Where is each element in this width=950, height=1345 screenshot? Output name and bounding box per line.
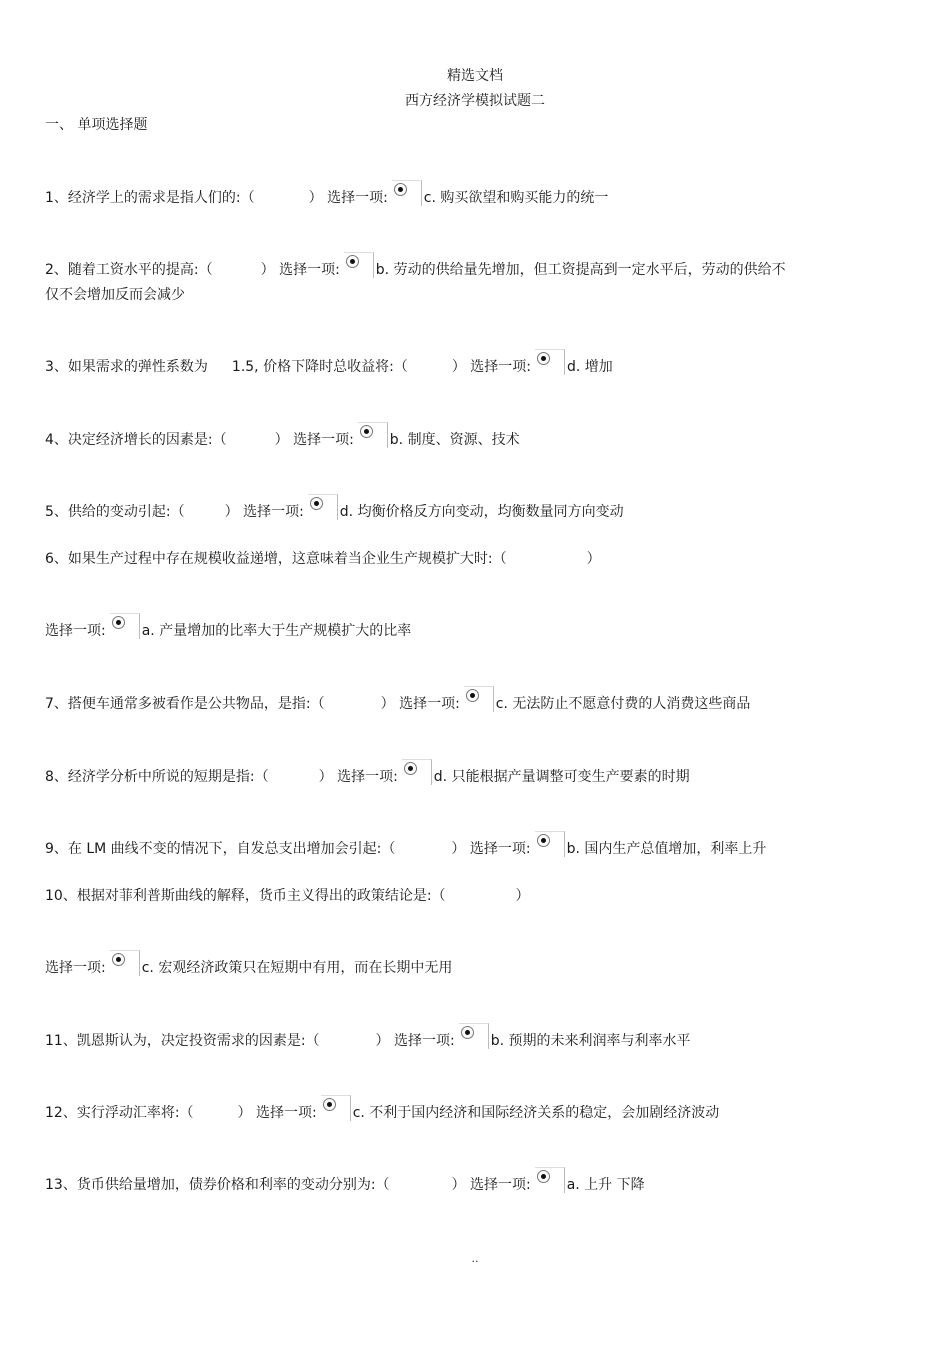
question-1 [45, 180, 608, 207]
select-label: 选择一项: [255, 1105, 317, 1121]
question-text: 13、货币供给量增加，债券价格和利率的变动分别为:（ [45, 1177, 390, 1193]
question-text: 8、经济学分析中所说的短期是指:（ [45, 769, 269, 785]
question-text: 11、凯恩斯认为，决定投资需求的因素是:（ [45, 1033, 320, 1049]
question-paren-close: ） [451, 841, 466, 857]
radio-selected-icon[interactable] [464, 686, 494, 712]
answer-text: d. 增加 [566, 359, 613, 375]
question-11 [45, 1023, 691, 1050]
answer-text: c. 无法防止不愿意付费的人消费这些商品 [495, 696, 751, 712]
radio-selected-icon[interactable] [535, 1167, 565, 1193]
select-label: 选择一项: [399, 696, 460, 712]
radio-selected-icon[interactable] [402, 759, 432, 785]
question-paren-close: ） [260, 262, 275, 278]
radio-selected-icon[interactable] [535, 349, 565, 375]
page-header-label: 精选文档 [447, 68, 503, 84]
page-footer-mark: .. [471, 1252, 479, 1265]
question-text: 2、随着工资水平的提高:（ [45, 262, 213, 278]
select-label: 选择一项: [469, 841, 531, 857]
question-text: 4、决定经济增长的因素是:（ [45, 432, 227, 448]
question-text: 5、供给的变动引起:（ [45, 504, 185, 520]
answer-text: d. 均衡价格反方向变动，均衡数量同方向变动 [339, 504, 624, 520]
document-title: 西方经济学模拟试题二 [405, 93, 545, 109]
question-4 [45, 422, 520, 449]
question-7 [45, 686, 750, 713]
question-2 [45, 252, 786, 279]
question-paren-close: ） [515, 888, 530, 904]
question-10 [45, 887, 530, 905]
question-3 [45, 349, 613, 376]
radio-selected-icon[interactable] [344, 252, 374, 278]
question-9 [45, 831, 766, 858]
question-paren-close: ） [237, 1105, 252, 1121]
select-label: 选择一项: [327, 190, 388, 206]
question-paren-close: ） [308, 190, 323, 206]
radio-selected-icon[interactable] [358, 422, 388, 448]
select-label: 选择一项: [469, 1177, 531, 1193]
radio-selected-icon[interactable] [110, 950, 140, 976]
question-6 [45, 550, 601, 568]
answer-continuation: 仅不会增加反而会减少 [45, 287, 185, 303]
radio-selected-icon[interactable] [110, 613, 140, 639]
select-label: 选择一项: [393, 1033, 455, 1049]
select-label: 选择一项: [45, 623, 106, 639]
question-text: 9、在 LM 曲线不变的情况下，自发总支出增加会引起:（ [45, 841, 396, 857]
question-text-2: 1.5, 价格下降时总收益将:（ [231, 359, 408, 375]
radio-selected-icon[interactable] [535, 831, 565, 857]
question-text: 7、搭便车通常多被看作是公共物品，是指:（ [45, 696, 325, 712]
question-8 [45, 759, 690, 786]
select-label: 选择一项: [470, 359, 531, 375]
question-paren-close: ） [274, 432, 289, 448]
question-5 [45, 494, 624, 521]
answer-text: c. 不利于国内经济和国际经济关系的稳定，会加剧经济波动 [352, 1105, 720, 1121]
question-text: 1、经济学上的需求是指人们的:（ [45, 190, 255, 206]
answer-text: b. 制度、资源、技术 [389, 432, 520, 448]
select-label: 选择一项: [243, 504, 304, 520]
select-label: 选择一项: [337, 769, 398, 785]
question-paren-close: ） [586, 551, 601, 567]
question-10-answer-row [45, 950, 452, 977]
question-13 [45, 1167, 645, 1194]
question-text: 12、实行浮动汇率将:（ [45, 1105, 194, 1121]
answer-text: a. 产量增加的比率大于生产规模扩大的比率 [141, 623, 412, 639]
answer-text: b. 劳动的供给量先增加，但工资提高到一定水平后，劳动的供给不 [375, 262, 786, 278]
question-paren-close: ） [451, 1177, 466, 1193]
select-label: 选择一项: [279, 262, 340, 278]
radio-selected-icon[interactable] [308, 494, 338, 520]
section-heading: 一、 单项选择题 [45, 117, 148, 133]
select-label: 选择一项: [293, 432, 354, 448]
answer-text: b. 国内生产总值增加，利率上升 [566, 841, 767, 857]
question-text: 6、如果生产过程中存在规模收益递增，这意味着当企业生产规模扩大时:（ [45, 551, 507, 567]
answer-text: c. 宏观经济政策只在短期中有用，而在长期中无用 [141, 960, 453, 976]
radio-selected-icon[interactable] [392, 180, 422, 206]
question-text: 10、根据对菲利普斯曲线的解释，货币主义得出的政策结论是:（ [45, 888, 446, 904]
question-12 [45, 1095, 719, 1122]
answer-text: d. 只能根据产量调整可变生产要素的时期 [433, 769, 690, 785]
question-paren-close: ） [451, 359, 466, 375]
radio-selected-icon[interactable] [321, 1095, 351, 1121]
select-label: 选择一项: [45, 960, 106, 976]
answer-text: a. 上升 下降 [566, 1177, 645, 1193]
question-text: 3、如果需求的弹性系数为 [45, 359, 208, 375]
question-6-answer-row [45, 613, 411, 640]
question-paren-close: ） [224, 504, 239, 520]
question-paren-close: ） [318, 769, 333, 785]
question-paren-close: ） [380, 696, 395, 712]
answer-text: c. 购买欲望和购买能力的统一 [423, 190, 609, 206]
answer-text: b. 预期的未来利润率与利率水平 [490, 1033, 691, 1049]
radio-selected-icon[interactable] [459, 1023, 489, 1049]
question-paren-close: ） [375, 1033, 390, 1049]
